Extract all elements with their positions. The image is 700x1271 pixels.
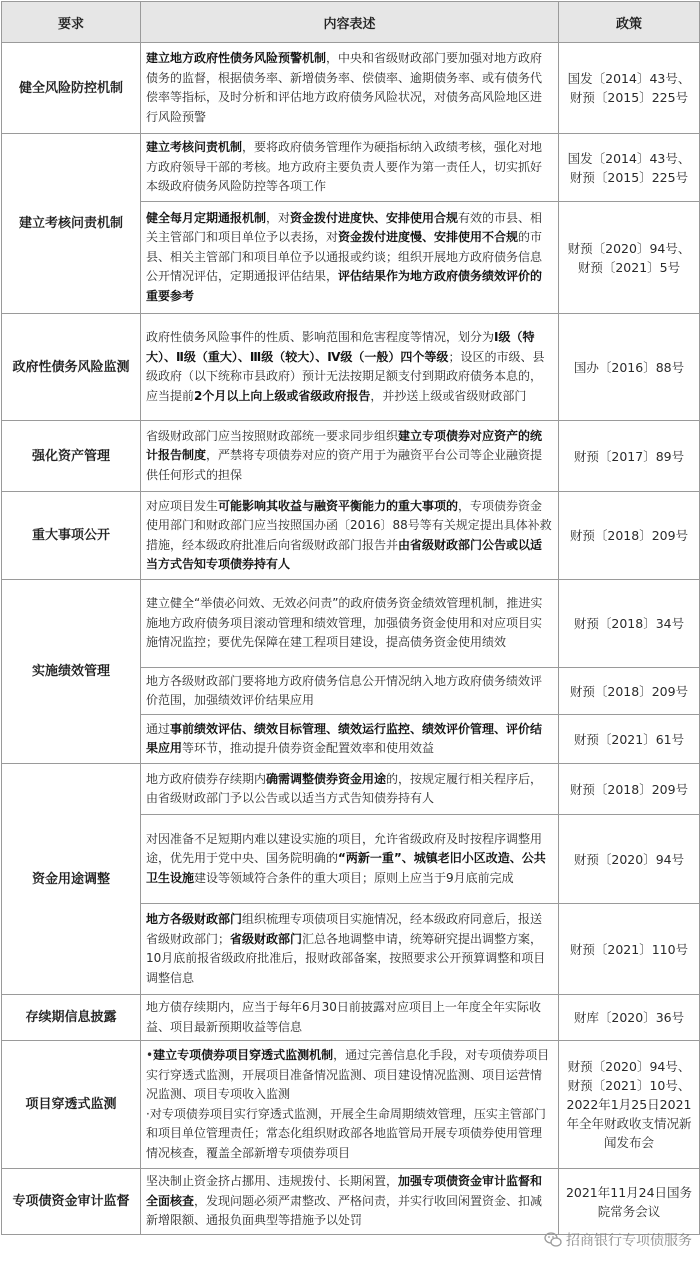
header-requirement: 要求: [2, 2, 141, 43]
policy-cell: 国办〔2016〕88号: [559, 314, 700, 421]
requirement-cell: 项目穿透式监测: [2, 1041, 141, 1169]
policy-cell: 2021年11月24日国务院常务会议: [559, 1169, 700, 1235]
policy-cell: 财预〔2017〕89号: [559, 421, 700, 492]
header-policy: 政策: [559, 2, 700, 43]
requirement-cell: 建立考核问责机制: [2, 134, 141, 314]
wechat-icon: [544, 1232, 562, 1248]
content-cell: 健全每月定期通报机制，对资金拨付进度快、安排使用合规有效的市县、相关主管部门和项目单位予以表扬，对资金拨付进度慢、安排使用不合规的市县、相关主管部门和项目单位予以通报或约谈；组织开展地方政府债务信息公开情况评估，定期通报评估结果，评估结果作为地方政府债务绩效评价的重要参考: [141, 202, 559, 314]
content-cell: 建立地方政府性债务风险预警机制，中央和省级财政部门要加强对地方政府债务的监督，根据债务率、新增债务率、偿债率、逾期债务率、或有债务代偿率等指标，及时分析和评估地方政府债务风险状况，对债务高风险地区进行风险预警: [141, 43, 559, 134]
watermark: [544, 1230, 692, 1250]
table-header-row: [2, 2, 700, 43]
table-row: [2, 43, 700, 134]
content-cell: 对因准备不足短期内难以建设实施的项目，允许省级政府及时按程序调整用途，优先用于党中央、国务院明确的“两新一重”、城镇老旧小区改造、公共卫生设施建设等领域符合条件的重大项目；原则上应当于9月底前完成: [141, 815, 559, 904]
policy-cell: 财预〔2020〕94号、财预〔2021〕10号、2022年1月25日2021年全年财政收支情况新闻发布会: [559, 1041, 700, 1169]
requirement-cell: 强化资产管理: [2, 421, 141, 492]
table-row: [2, 421, 700, 492]
content-cell: 省级财政部门应当按照财政部统一要求同步组织建立专项债券对应资产的统计报告制度，严禁将专项债券对应的资产用于为融资平台公司等企业融资提供任何形式的担保: [141, 421, 559, 492]
policy-cell: 国发〔2014〕43号、财预〔2015〕225号: [559, 134, 700, 202]
table-row: [2, 314, 700, 421]
requirement-cell: 实施绩效管理: [2, 580, 141, 764]
requirement-cell: 政府性债务风险监测: [2, 314, 141, 421]
table-row: [2, 995, 700, 1041]
content-cell: 坚决制止资金挤占挪用、违规拨付、长期闲置，加强专项债资金审计监督和全面核查，发现问题必须严肃整改、严格问责，并实行收回闲置资金、扣减新增限额、通报负面典型等措施予以处罚: [141, 1169, 559, 1235]
policy-cell: 财预〔2020〕94号、财预〔2021〕5号: [559, 202, 700, 314]
policy-table: [1, 1, 700, 1235]
requirement-cell: 健全风险防控机制: [2, 43, 141, 134]
policy-cell: 财预〔2021〕110号: [559, 904, 700, 995]
content-cell: 地方各级财政部门要将地方政府债务信息公开情况纳入地方政府债务绩效评价范围，加强绩效评价结果应用: [141, 668, 559, 715]
content-cell: 建立健全“举债必问效、无效必问责”的政府债务资金绩效管理机制，推进实施地方政府债务项目滚动管理和绩效管理，加强债务资金使用和对应项目实施情况监控；要优先保障在建工程项目建设，提高债务资金使用绩效: [141, 580, 559, 668]
content-cell: 地方各级财政部门组织梳理专项债项目实施情况，经本级政府同意后，报送省级财政部门；省级财政部门汇总各地调整申请，统筹研究提出调整方案，10月底前报省级政府批准后，报财政部备案，按照要求公开预算调整和项目调整信息: [141, 904, 559, 995]
watermark-text: 招商银行专项债服务: [566, 1233, 692, 1249]
content-cell: 建立考核问责机制，要将政府债务管理作为硬指标纳入政绩考核，强化对地方政府领导干部的考核。地方政府主要负责人要作为第一责任人，切实抓好本级政府债务风险防控等各项工作: [141, 134, 559, 202]
table-row: [2, 580, 700, 668]
requirement-cell: 资金用途调整: [2, 764, 141, 995]
policy-cell: 财预〔2018〕209号: [559, 492, 700, 580]
content-cell: 地方债存续期内，应当于每年6月30日前披露对应项目上一年度全年实际收益、项目最新预期收益等信息: [141, 995, 559, 1041]
table-row: [2, 764, 700, 815]
policy-cell: 财预〔2020〕94号: [559, 815, 700, 904]
policy-cell: 财库〔2020〕36号: [559, 995, 700, 1041]
requirement-cell: 专项债资金审计监督: [2, 1169, 141, 1235]
table-row: [2, 1169, 700, 1235]
header-content: 内容表述: [141, 2, 559, 43]
policy-cell: 财预〔2018〕34号: [559, 580, 700, 668]
table-row: [2, 134, 700, 202]
policy-cell: 财预〔2018〕209号: [559, 668, 700, 715]
content-cell: 地方政府债券存续期内确需调整债券资金用途的，按规定履行相关程序后，由省级财政部门予以公告或以适当方式告知债券持有人: [141, 764, 559, 815]
table-row: [2, 492, 700, 580]
requirement-cell: 重大事项公开: [2, 492, 141, 580]
requirement-cell: 存续期信息披露: [2, 995, 141, 1041]
content-cell: 对应项目发生可能影响其收益与融资平衡能力的重大事项的，专项债券资金使用部门和财政部门应当按照国办函〔2016〕88号等有关规定提出具体补救措施，经本级政府批准后向省级财政部门报告并由省级财政部门公告或以适当方式告知专项债券持有人: [141, 492, 559, 580]
content-cell: 通过事前绩效评估、绩效目标管理、绩效运行监控、绩效评价管理、评价结果应用等环节，推动提升债券资金配置效率和使用效益: [141, 715, 559, 764]
policy-cell: 国发〔2014〕43号、财预〔2015〕225号: [559, 43, 700, 134]
policy-cell: 财预〔2018〕209号: [559, 764, 700, 815]
table-row: [2, 1041, 700, 1169]
content-cell: •建立专项债券项目穿透式监测机制，通过完善信息化手段，对专项债券项目实行穿透式监测，开展项目准备情况监测、项目建设情况监测、项目运营情况监测、项目专项收入监测 ·对专项债券项目实行穿透式监测，开展全生命周期绩效管理，压实主管部门和项目单位管理责任；常态化组织财政部各地监管局开展专项债券使用管理情况核查，覆盖全部新增专项债券项目: [141, 1041, 559, 1169]
content-cell: 政府性债务风险事件的性质、影响范围和危害程度等情况，划分为Ⅰ级（特大）、Ⅱ级（重大）、Ⅲ级（较大）、Ⅳ级（一般）四个等级；设区的市级、县级政府（以下统称市县政府）预计无法按期足额支付到期政府债务本息的，应当提前2个月以上向上级或省级政府报告，并抄送上级或省级财政部门: [141, 314, 559, 421]
policy-cell: 财预〔2021〕61号: [559, 715, 700, 764]
